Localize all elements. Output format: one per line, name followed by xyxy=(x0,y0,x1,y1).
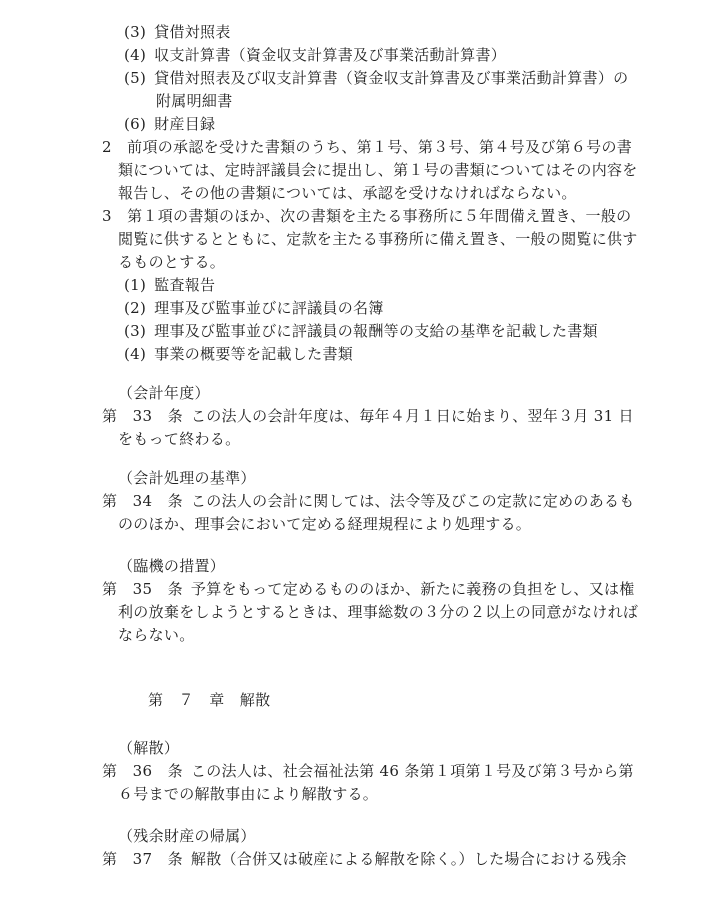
article-line xyxy=(102,579,635,599)
item-number: (5) xyxy=(124,69,147,87)
item-text: 財産目録 xyxy=(154,115,216,133)
item-number: (6) xyxy=(124,115,147,133)
article-line: をもって終わる。 xyxy=(118,430,241,448)
list-item-continuation xyxy=(156,91,233,111)
item-text: 理事及び監事並びに評議員の報酬等の支給の基準を記載した書類 xyxy=(154,322,598,340)
chapter-heading: 第 ７ 章 解散 xyxy=(148,691,271,709)
list-item xyxy=(124,114,215,134)
item-text: 貸借対照表及び収支計算書（資金収支計算書及び事業活動計算書）の xyxy=(154,69,629,87)
article-line xyxy=(102,761,634,781)
list-item xyxy=(124,22,231,42)
item-text: 監査報告 xyxy=(154,276,216,294)
article-text: この法人の会計に関しては、法令等及びこの定款に定めのあるも xyxy=(190,492,635,510)
paragraph-line: 2 前項の承認を受けた書類のうち、第１号、第３号、第４号及び第６号の書 xyxy=(102,138,633,156)
article-text: 予算をもって定めるもののほか、新たに義務の負担をし、又は権 xyxy=(190,580,635,598)
article-heading: （臨機の措置） xyxy=(118,557,226,575)
list-item xyxy=(124,45,506,65)
list-item xyxy=(124,68,628,88)
paragraph-line: 3 第１項の書類のほか、次の書類を主たる事務所に５年間備え置き、一般の xyxy=(102,207,632,225)
item-number: (3) xyxy=(124,322,147,340)
item-text: 事業の概要等を記載した書類 xyxy=(154,345,354,363)
article-line xyxy=(102,491,635,511)
article-label: 第 37 条 xyxy=(102,850,183,868)
item-number: (3) xyxy=(124,23,147,41)
article-heading: （会計処理の基準） xyxy=(118,469,256,487)
article-heading: （残余財産の帰属） xyxy=(118,827,256,845)
list-item xyxy=(124,344,353,364)
list-item xyxy=(124,298,384,318)
article-heading: （解散） xyxy=(118,739,180,757)
paragraph-line: るものとする。 xyxy=(118,253,226,271)
article-label: 第 34 条 xyxy=(102,492,183,510)
list-item xyxy=(124,321,598,341)
article-line xyxy=(102,406,634,426)
article-text: この法人は、社会福祉法第 46 条第１項第１号及び第３号から第 xyxy=(190,762,634,780)
article-line xyxy=(102,849,627,869)
item-text: 附属明細書 xyxy=(156,92,233,110)
article-heading: （会計年度） xyxy=(118,384,210,402)
article-text: この法人の会計年度は、毎年４月１日に始まり、翌年３月 31 日 xyxy=(190,407,634,425)
article-label: 第 35 条 xyxy=(102,580,183,598)
article-line: ならない。 xyxy=(118,626,195,644)
article-label: 第 36 条 xyxy=(102,762,183,780)
article-line: ののほか、理事会において定める経理規程により処理する。 xyxy=(118,515,532,533)
paragraph-line: 閲覧に供するとともに、定款を主たる事務所に備え置き、一般の閲覧に供す xyxy=(118,230,638,248)
paragraph-line: 類については、定時評議員会に提出し、第１号の書類についてはその内容を xyxy=(118,161,638,179)
paragraph-line: 報告し、その他の書類については、承認を受けなければならない。 xyxy=(118,184,577,202)
article-line: 利の放棄をしようとするときは、理事総数の３分の２以上の同意がなければ xyxy=(118,603,639,621)
article-label: 第 33 条 xyxy=(102,407,183,425)
item-text: 貸借対照表 xyxy=(154,23,231,41)
article-text: 解散（合併又は破産による解散を除く。）した場合における残余 xyxy=(190,850,627,868)
item-number: (2) xyxy=(124,299,147,317)
list-item xyxy=(124,275,215,295)
item-text: 理事及び監事並びに評議員の名簿 xyxy=(154,299,384,317)
item-number: (4) xyxy=(124,345,147,363)
item-number: (1) xyxy=(124,276,147,294)
item-text: 収支計算書（資金収支計算書及び事業活動計算書） xyxy=(154,46,507,64)
article-line: ６号までの解散事由により解散する。 xyxy=(118,785,379,803)
item-number: (4) xyxy=(124,46,147,64)
